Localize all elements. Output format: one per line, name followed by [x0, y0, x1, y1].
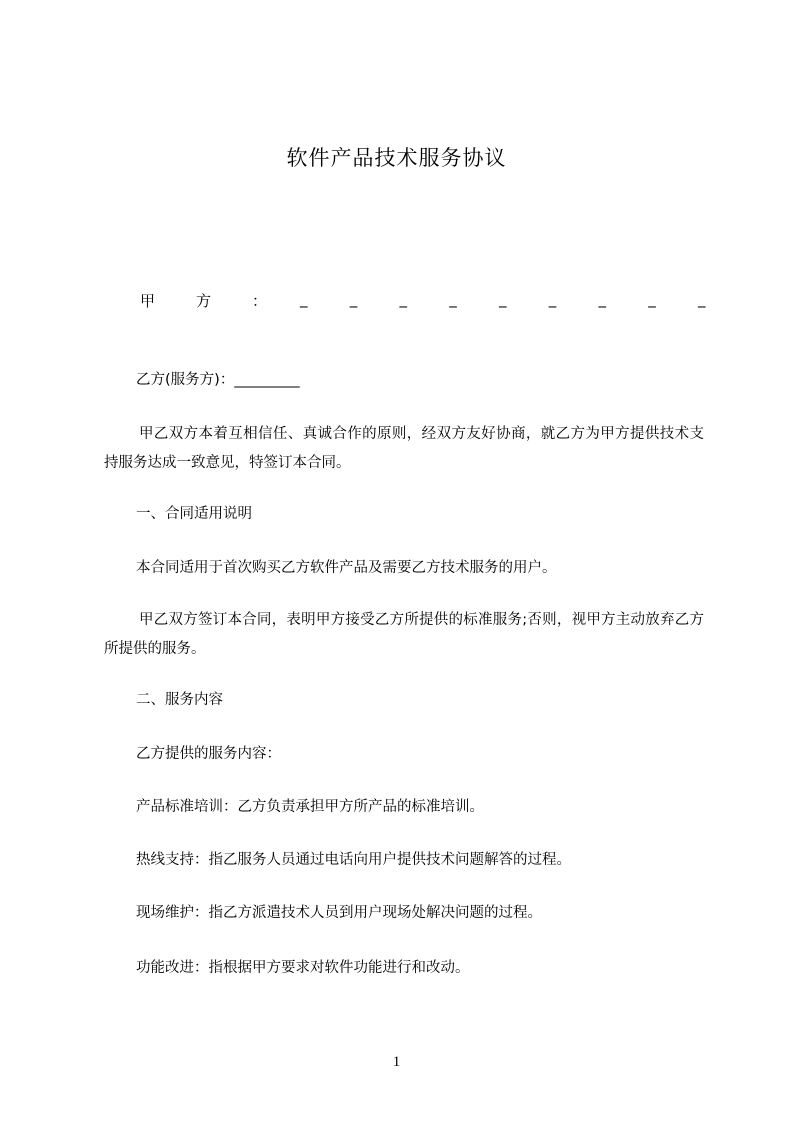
party-a-blank-segment: _ — [399, 290, 407, 308]
party-a-blank-segment: _ — [648, 290, 656, 308]
section1-paragraph-2: 甲乙双方签订本合同，表明甲方接受乙方所提供的标准服务;否则，视甲方主动放弃乙方所提供的服务。 — [104, 612, 704, 657]
section1-paragraph-1: 本合同适用于首次购买乙方软件产品及需要乙方技术服务的用户。 — [136, 560, 557, 576]
page-title: 软件产品技术服务协议 — [286, 146, 507, 170]
intro-paragraph: 甲乙双方本着互相信任、真诚合作的原则，经双方友好协商，就乙方为甲方提供技术支持服务达成一致意见，特签订本合同。 — [104, 426, 704, 471]
section1-heading: 一、合同适用说明 — [136, 506, 252, 522]
page-number: 1 — [392, 1054, 401, 1070]
service-item-improvement: 功能改进：指根据甲方要求对软件功能进行和改动。 — [136, 960, 470, 976]
service-item-hotline: 热线支持：指乙服务人员通过电话向用户提供技术问题解答的过程。 — [136, 852, 571, 868]
party-a-blank — [300, 290, 706, 308]
party-a-colon: ： — [252, 292, 268, 310]
party-a-blank-segment: _ — [698, 290, 706, 308]
party-a-label-char2: 方 — [196, 292, 212, 310]
party-a-blank-segment: _ — [499, 290, 507, 308]
party-a-blank-segment: _ — [349, 290, 358, 308]
party-a-blank-segment: _ — [300, 290, 308, 308]
service-item-training: 产品标准培训：乙方负责承担甲方所产品的标准培训。 — [136, 799, 484, 815]
party-a-line — [140, 290, 706, 314]
service-item-onsite: 现场维护：指乙方派遣技术人员到用户现场处解决问题的过程。 — [136, 905, 542, 921]
party-a-blank-segment: _ — [598, 290, 606, 308]
section2-heading: 二、服务内容 — [136, 692, 223, 708]
party-a-label-char1: 甲 — [140, 292, 156, 310]
party-b-line: 乙方(服务方)：_________ — [136, 372, 300, 388]
section2-lead: 乙方提供的服务内容： — [136, 746, 281, 762]
party-a-blank-segment: _ — [548, 290, 557, 308]
party-a-blank-segment: _ — [449, 290, 457, 308]
